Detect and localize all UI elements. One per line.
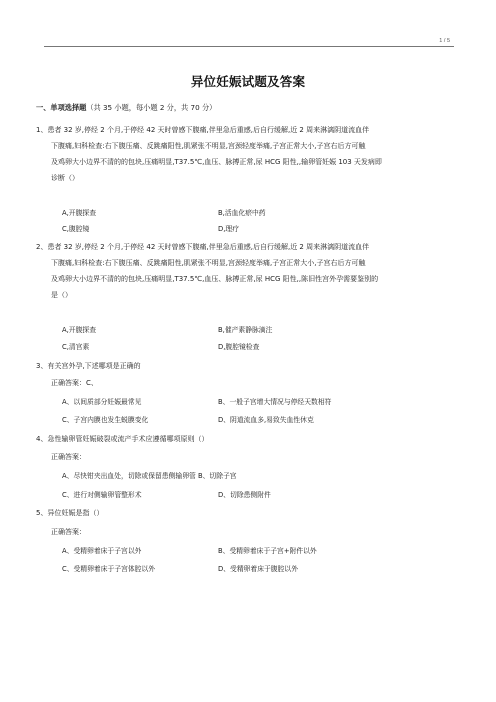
q2-line-2: 下腹痛,妇科检查:右下腹压痛、反跳痛阳性,肌紧张不明显,宫颈轻度举痛,子宫正常大小,子宫右后方可触 — [51, 259, 366, 267]
q3-answer: 正确答案：C、 — [51, 379, 98, 387]
q1-line-1: 1、患者 32 岁,停经 2 个月,于停经 42 天时曾感下腹痛,伴里急后重感,后自行缓解,近 2 周来淋漓阴道流血伴 — [36, 126, 370, 134]
q3-option-c: C、子宫内膜也发生蜕膜变化 — [62, 416, 149, 424]
q2-option-a: A,开腹探查 — [62, 326, 96, 334]
q2-option-b: B,催产素静脉滴注 — [218, 326, 273, 334]
q3-option-d: D、阴道流血多,易致失血性休克 — [218, 416, 314, 424]
q4-option-c: C、进行对侧输卵管整形术 — [62, 491, 142, 499]
q2-line-1: 2、患者 32 岁,停经 2 个月,于停经 42 天时曾感下腹痛,伴里急后重感,后自行缓解,近 2 周来淋漓阴道流血伴 — [36, 243, 370, 251]
q5-option-d: D、受精卵着床于腹腔以外 — [218, 565, 298, 573]
q3-option-b: B、一般子宫增大情况与停经天数相符 — [218, 398, 332, 406]
q3-option-a: A、以间质部分妊娠最常见 — [62, 398, 142, 406]
q4-answer: 正确答案： — [51, 453, 86, 461]
q2-line-4: 是（） — [51, 291, 72, 299]
q5-option-b: B、受精卵着床于子宫+附件以外 — [218, 547, 317, 555]
q5-option-a: A、受精卵着床于子宫以外 — [62, 547, 142, 555]
q1-option-c: C,腹腔镜 — [62, 225, 90, 233]
q4-options-ab: A、尽快钳夹出血处，切除或保留患侧输卵管 B、切除子宫 — [62, 472, 237, 480]
q1-option-b: B,活血化瘀中药 — [218, 209, 266, 217]
page-number: 1 / 5 — [439, 38, 450, 44]
q2-option-c: C,清宫素 — [62, 343, 90, 351]
q1-line-3: 及鸡卵大小边界不清的的包块,压痛明显,T37.5℃,血压、脉搏正常,尿 HCG 阳性,,输卵管妊娠 103 天发病即 — [51, 158, 382, 166]
q5-option-c: C、受精卵着床于子宫体腔以外 — [62, 565, 156, 573]
q1-option-d: D,理疗 — [218, 225, 239, 233]
section-heading — [36, 103, 216, 113]
q1-line-2: 下腹痛,妇科检查:右下腹压痛、反跳痛阳性,肌紧张不明显,宫颈轻度举痛,子宫正常大小,子宫右后方可触 — [51, 142, 366, 150]
q3-question: 3、有关宫外孕,下述哪项是正确的 — [36, 362, 141, 370]
q5-question: 5、异位妊娠是指（） — [36, 509, 104, 517]
q1-option-a: A,开腹探查 — [62, 209, 96, 217]
document-title: 异位妊娠试题及答案 — [190, 74, 306, 89]
q4-option-d: D、切除患侧附件 — [218, 491, 271, 499]
section-note: （共 35 小题，每小题 2 分，共 70 分） — [86, 103, 217, 112]
q1-line-4: 诊断（） — [51, 174, 79, 182]
q4-question: 4、急性输卵管妊娠破裂或流产手术应遵循哪项原则（） — [36, 435, 209, 443]
section-title: 一、单项选择题 — [36, 103, 87, 112]
header-divider — [44, 46, 454, 47]
q2-option-d: D,腹腔镜检查 — [218, 343, 260, 351]
q2-line-3: 及鸡卵大小边界不清的的包块,压痛明显,T37.5℃,血压、脉搏正常,尿 HCG 阳性,,陈旧性宫外孕需要鉴别的 — [51, 275, 379, 283]
q5-answer: 正确答案： — [51, 528, 86, 536]
